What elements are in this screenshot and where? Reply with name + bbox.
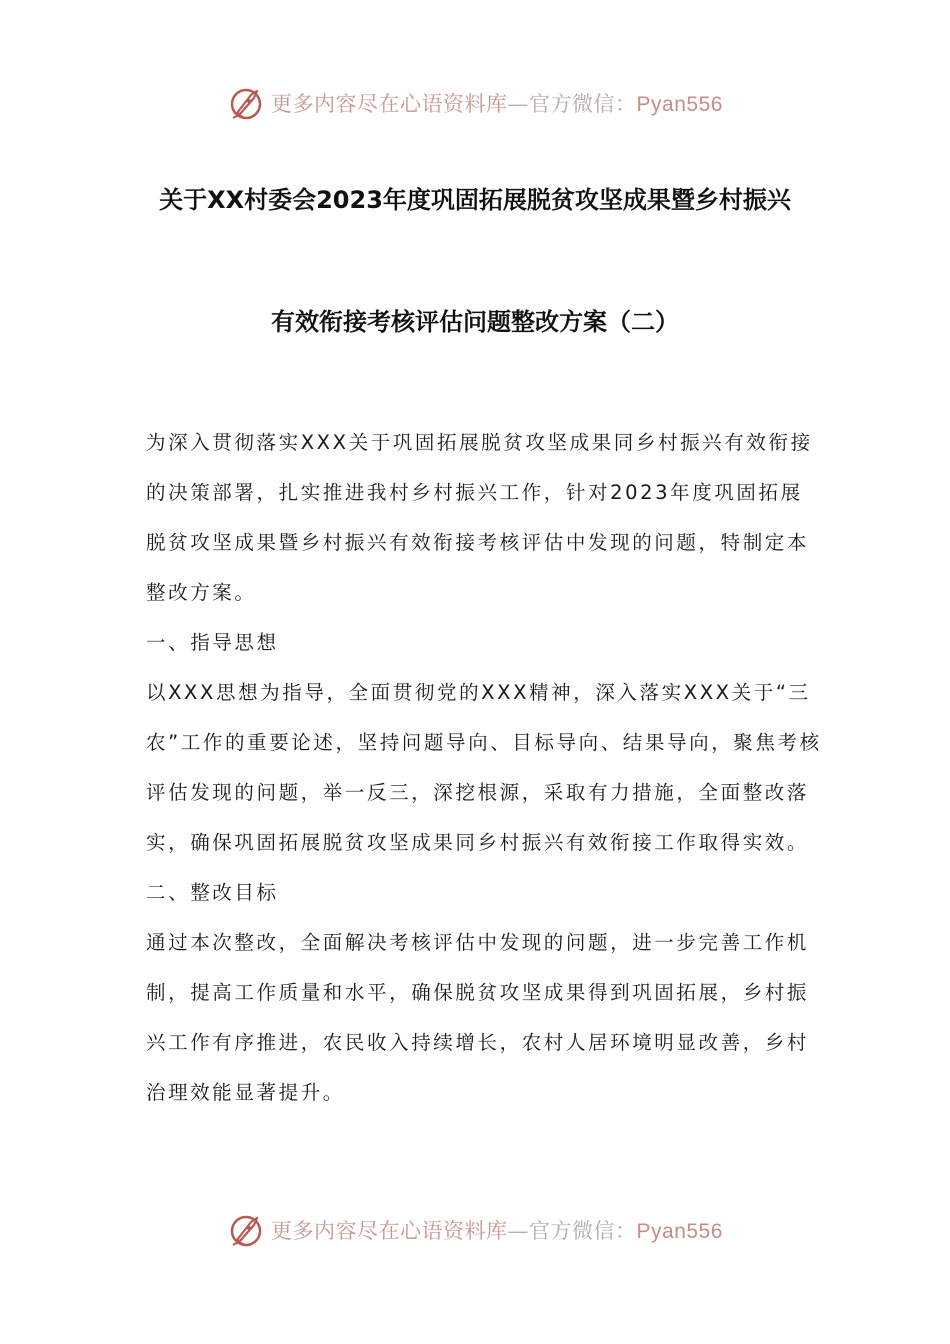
paragraph-goals: 通过本次整改，全面解决考核评估中发现的问题，进一步完善工作机制，提高工作质量和水平，确保脱贫攻坚成果得到巩固拓展，乡村振兴工作有序推进，农民收入持续增长，农村人居环境明显改善，乡村治理效能显著提升。 xyxy=(146,931,810,1104)
document-title-line-2: 有效衔接考核评估问题整改方案（二） xyxy=(271,308,679,336)
section-heading-1: 一、指导思想 xyxy=(146,631,279,654)
watermark-text xyxy=(271,1215,723,1245)
document-title-line-1: 关于XX村委会2023年度巩固拓展脱贫攻坚成果暨乡村振兴 xyxy=(159,186,791,214)
watermark-account: Pyan556 xyxy=(636,93,723,116)
watermark-account: Pyan556 xyxy=(636,1220,723,1243)
watermark-dash: — xyxy=(507,1219,530,1243)
watermark-brand: 更多内容尽在心语资料库 xyxy=(271,1219,508,1243)
watermark-sub: 官方微信： xyxy=(529,92,637,116)
header-watermark xyxy=(0,81,950,125)
document-body xyxy=(146,418,822,1118)
watermark-brand: 更多内容尽在心语资料库 xyxy=(271,92,508,116)
watermark-sub: 官方微信： xyxy=(529,1219,637,1243)
watermark-dash: — xyxy=(507,92,530,116)
footer-watermark xyxy=(0,1208,950,1252)
paragraph-intro: 为深入贯彻落实XXX关于巩固拓展脱贫攻坚成果同乡村振兴有效衔接的决策部署，扎实推进我村乡村振兴工作，针对2023年度巩固拓展脱贫攻坚成果暨乡村振兴有效衔接考核评估中发现的问题，特制定本整改方案。 xyxy=(146,431,813,604)
section-heading-2: 二、整改目标 xyxy=(146,881,279,904)
watermark-text xyxy=(271,88,723,118)
pen-nib-logo-icon xyxy=(227,1210,267,1250)
paragraph-guiding-thought: 以XXX思想为指导，全面贯彻党的XXX精神，深入落实XXX关于“三农”工作的重要论述，坚持问题导向、目标导向、结果导向，聚焦考核评估发现的问题，举一反三，深挖根源，采取有力措施，全面整改落实，确保巩固拓展脱贫攻坚成果同乡村振兴有效衔接工作取得实效。 xyxy=(146,681,822,854)
pen-nib-logo-icon xyxy=(227,83,267,123)
